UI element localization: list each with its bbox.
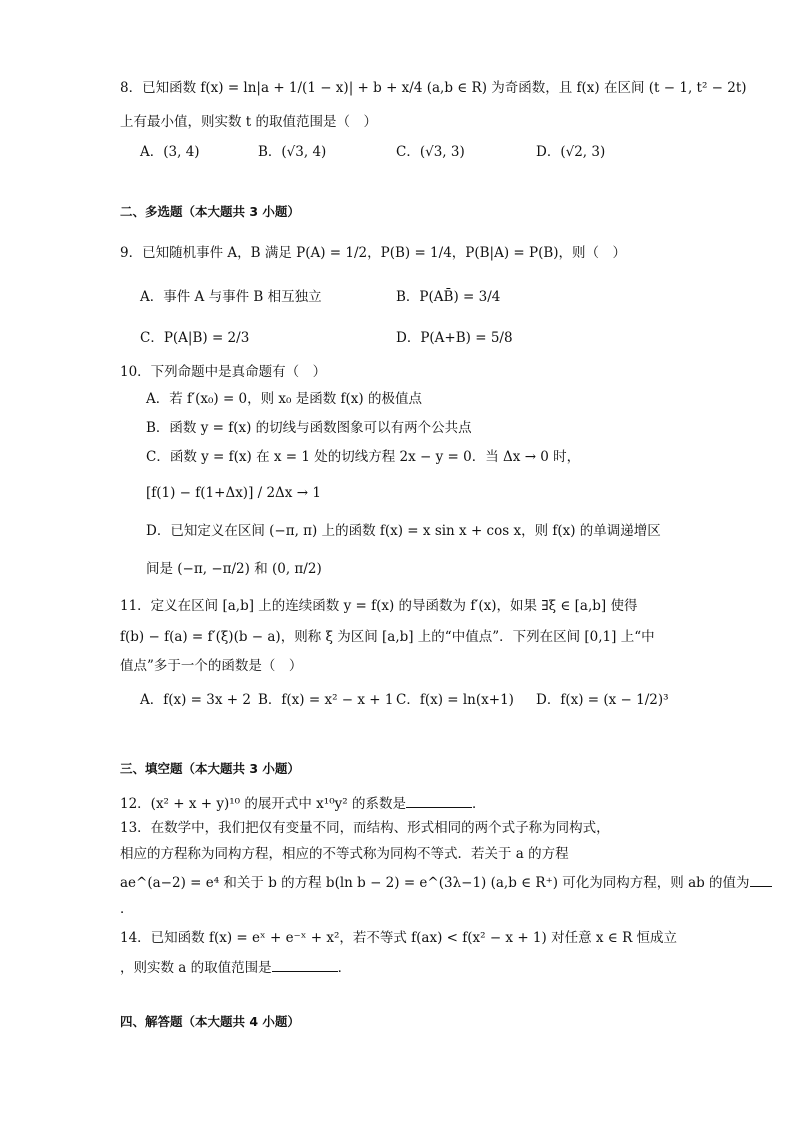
q11-line3: 值点”多于一个的函数是（ ） [120, 658, 303, 674]
q9-stem: 9．已知随机事件 A，B 满足 P(A) = 1/2，P(B) = 1/4，P(B|A) = P(B)，则（ ） [120, 245, 627, 261]
q11-line1: 11．定义在区间 [a,b] 上的连续函数 y = f(x) 的导函数为 f′(x)，如果 ∃ξ ∈ [a,b] 使得 [120, 598, 638, 614]
q8-line2: 上有最小值，则实数 t 的取值范围是（ ） [120, 114, 378, 130]
q14-line1: 14．已知函数 f(x) = eˣ + e⁻ˣ + x²，若不等式 f(ax) < f(x² − x + 1) 对任意 x ∈ R 恒成立 [120, 930, 678, 946]
q8-line1: 8．已知函数 f(x) = ln|a + 1/(1 − x)| + b + x/4 (a,b ∈ R) 为奇函数，且 f(x) 在区间 (t − 1, t² − 2t) [120, 80, 747, 96]
q9-option-c: C．P(A|B) = 2/3 [140, 330, 250, 346]
q11-option-c: C．f(x) = ln(x+1) [396, 692, 514, 708]
section-multiple-choice-heading: 二、多选题（本大题共 3 小题） [120, 204, 300, 219]
q14-line2: ，则实数 a 的取值范围是 ． [120, 957, 351, 978]
q13-line2: 相应的方程称为同构方程，相应的不等式称为同构不等式．若关于 a 的方程 [120, 846, 569, 862]
q13-answer-blank[interactable] [750, 872, 772, 887]
q14-answer-blank[interactable] [272, 957, 338, 972]
q10-option-b: B．函数 y = f(x) 的切线与函数图象可以有两个公共点 [146, 420, 472, 436]
q10-option-c-line1: C．函数 y = f(x) 在 x = 1 处的切线方程 2x − y = 0．当 Δx → 0 时， [146, 449, 581, 465]
q10-option-d-line2: 间是 (−π, −π/2) 和 (0, π/2) [146, 561, 322, 577]
q11-option-b: B．f(x) = x² − x + 1 [258, 692, 394, 708]
q8-option-a: A．(3, 4) [140, 144, 200, 160]
q9-option-a: A．事件 A 与事件 B 相互独立 [140, 289, 322, 305]
q9-option-d: D．P(A+B) = 5/8 [396, 330, 513, 346]
q9-option-b: B．P(AB̄) = 3/4 [396, 289, 501, 305]
q11-option-d: D．f(x) = (x − 1/2)³ [536, 692, 669, 708]
q11-option-a: A．f(x) = 3x + 2 [140, 692, 251, 708]
q11-line2: f(b) − f(a) = f′(ξ)(b − a)，则称 ξ 为区间 [a,b] 上的“中值点”．下列在区间 [0,1] 上“中 [120, 629, 655, 645]
q12-text: 12．(x² + x + y)¹⁰ 的展开式中 x¹⁰y² 的系数是 ． [120, 793, 485, 814]
q13-line3: ae^(a−2) = e⁴ 和关于 b 的方程 b(ln b − 2) = e^(3λ−1) (a,b ∈ R⁺) 可化为同构方程，则 ab 的值为 [120, 872, 772, 893]
q10-option-c-line2: [f(1) − f(1+Δx)] / 2Δx → 1 [146, 485, 321, 501]
q10-stem: 10．下列命题中是真命题有（ ） [120, 364, 327, 380]
q10-option-d-line1: D．已知定义在区间 (−π, π) 上的函数 f(x) = x sin x + cos x，则 f(x) 的单调递增区 [146, 523, 661, 539]
section-solution-heading: 四、解答题（本大题共 4 小题） [120, 1014, 300, 1029]
q12-answer-blank[interactable] [406, 793, 472, 808]
q13-line1: 13．在数学中，我们把仅有变量不同，而结构、形式相同的两个式子称为同构式， [120, 820, 610, 836]
q8-option-c: C．(√3, 3) [396, 144, 465, 160]
q10-option-a: A．若 f′(x₀) = 0，则 x₀ 是函数 f(x) 的极值点 [146, 391, 422, 407]
q8-option-d: D．(√2, 3) [536, 144, 606, 160]
q8-option-b: B．(√3, 4) [258, 144, 327, 160]
q13-line4: ． [120, 901, 134, 917]
section-fill-in-heading: 三、填空题（本大题共 3 小题） [120, 761, 300, 776]
